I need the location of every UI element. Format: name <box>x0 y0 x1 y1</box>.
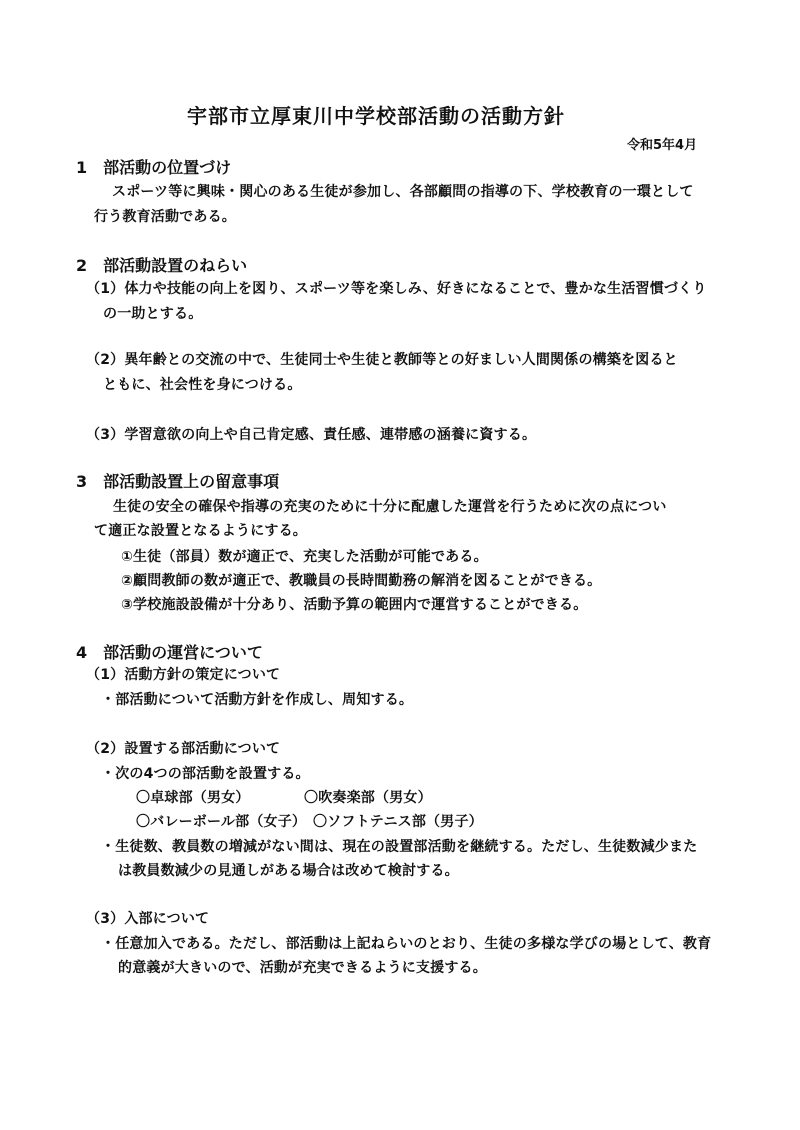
section-1-text-line-1: スポーツ等に興味・関心のある生徒が参加し、各部顧問の指導の下、学校教育の一環として <box>112 184 694 200</box>
section-2-item-2-line-1: （2）異年齢との交流の中で、生徒同士や生徒と教師等との好ましい人間関係の構築を図ると <box>86 352 678 368</box>
section-2-item-1-line-2: の一助とする。 <box>103 306 203 322</box>
club-item: 〇吹奏楽部（男女） <box>304 790 432 806</box>
section-2-item-1-line-1: （1）体力や技能の向上を図り、スポーツ等を楽しみ、好きになることで、豊かな生活習慣づくり <box>86 281 707 297</box>
section-4-sub-3-bullet-line-2: 的意義が大きいので、活動が充実できるように支援する。 <box>118 960 487 976</box>
section-4-heading: 4 部活動の運営について <box>76 643 263 662</box>
section-3-condition-3: ③学校施設設備が十分あり、活動予算の範囲内で運営することができる。 <box>121 597 588 613</box>
section-4-sub-1-heading: （1）活動方針の策定について <box>86 667 281 683</box>
section-2-item-3: （3）学習意欲の向上や自己肯定感、責任感、連帯感の涵養に資する。 <box>86 427 537 443</box>
section-3-condition-2: ②顧問教師の数が適正で、教職員の長時間勤務の解消を図ることができる。 <box>121 573 602 589</box>
club-item: 〇ソフトテニス部（男子） <box>313 814 483 830</box>
section-4-sub-3-heading: （3）入部について <box>86 911 210 927</box>
club-item: 〇バレーボール部（女子） <box>136 814 307 830</box>
section-3-text-line-1: 生徒の安全の確保や指導の充実のために十分に配慮した運営を行うために次の点につい <box>113 499 667 515</box>
document-title: 宇部市立厚東川中学校部活動の活動方針 <box>187 104 565 128</box>
section-4-sub-2-bullet-2-line-2: は教員数減少の見通しがある場合は改めて検討する。 <box>118 863 459 879</box>
section-1-text-line-2: 行う教育活動である。 <box>94 209 236 225</box>
section-3-heading: 3 部活動設置上の留意事項 <box>76 472 280 491</box>
section-2-item-2-line-2: ともに、社会性を身につける。 <box>103 377 302 393</box>
section-3-condition-1: ①生徒（部員）数が適正で、充実した活動が可能である。 <box>121 549 488 565</box>
section-4-sub-2-bullet-1: ・次の4つの部活動を設置する。 <box>101 766 310 782</box>
section-2-heading: 2 部活動設置のねらい <box>76 256 248 275</box>
section-4-sub-3-bullet-line-1: ・任意加入である。ただし、部活動は上記ねらいのとおり、生徒の多様な学びの場として、教育 <box>101 936 712 952</box>
section-1-heading: 1 部活動の位置づけ <box>76 158 232 177</box>
section-4-sub-2-bullet-2-line-1: ・生徒数、教員数の増減がない間は、現在の設置部活動を継続する。ただし、生徒数減少また <box>101 839 698 855</box>
section-4-sub-1-bullet: ・部活動について活動方針を作成し、周知する。 <box>101 692 414 708</box>
document-date: 令和5年4月 <box>627 138 698 153</box>
section-3-text-line-2: て適正な設置となるようにする。 <box>94 523 307 539</box>
section-4-sub-2-heading: （2）設置する部活動について <box>86 741 281 757</box>
club-item: 〇卓球部（男女） <box>136 790 250 806</box>
